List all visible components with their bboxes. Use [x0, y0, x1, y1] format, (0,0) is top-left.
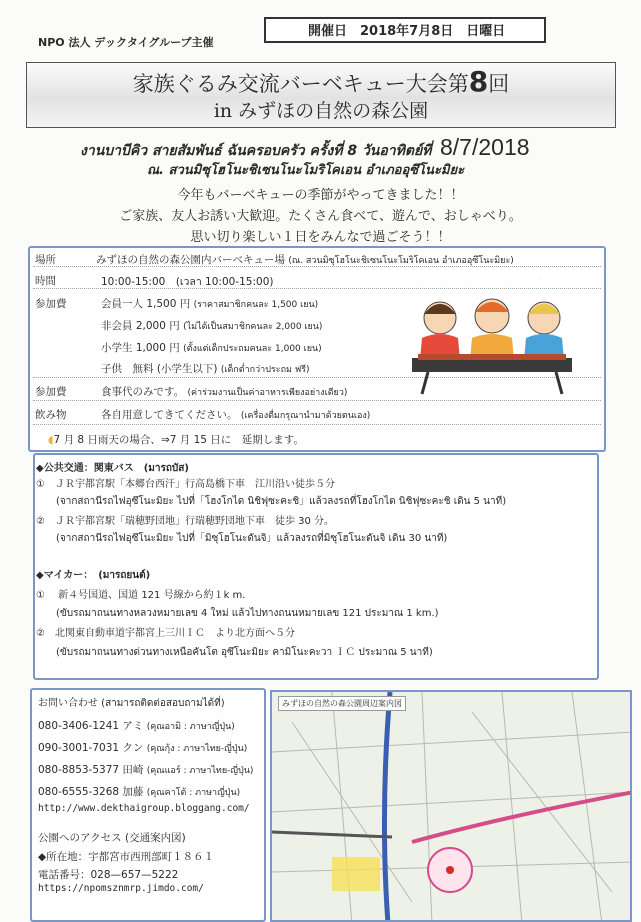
title-number: 8: [468, 65, 489, 98]
event-date-box: 開催日 2018年7月8日 日曜日: [264, 17, 546, 43]
place-value: [96, 252, 514, 267]
route-1-thai: (จากสถานีรถไฟอุซึโนะมิยะ ไปที่「โฮงโกได นิชิฟุซะคะชิ」แล้วลงรถที่โฮงโกได นิชิฟุซะคะชิ เดิน 5 นาที): [56, 496, 507, 507]
route-1: ① ＪＲ宇都宮駅「本郷台西汗」行高島橋下車 江川沿い徒歩５分: [36, 479, 335, 490]
bbq-illustration: [398, 268, 586, 396]
drink-value: 各自用意してきてください。 (เครื่องดื่มกรุณานำมาด้วยตนเอง): [101, 409, 371, 421]
access-heading: 公園へのアクセス (交通案内図): [38, 832, 186, 844]
thai-date: 8/7/2018: [440, 134, 530, 160]
intro-line-2: ご家族、友人お誘い大歓迎。たくさん食べて、遊んで、おしゃべり。: [119, 209, 522, 224]
time-value: [101, 273, 273, 290]
map-title: みずほの自然の森公園周辺案内図: [278, 696, 406, 711]
title-prefix: 家族ぐるみ交流バーベキュー大会第: [132, 72, 469, 96]
intro-line-3: 思い切り楽しい１日をみんなで過ごそう！！: [190, 230, 451, 245]
contact-ami: 080-3406-1241 アミ (คุณอามิ : ภาษาญี่ปุ่น): [38, 720, 235, 732]
access-map: [270, 690, 632, 922]
contact-kato: 080-6555-3268 加藤 (คุณคาโต้ : ภาษาญี่ปุ่น): [38, 786, 241, 798]
contact-heading: お問い合わせ (สามารถติดต่อสอบถามได้ที่): [38, 698, 225, 709]
intro-line-1: 今年もバーベキューの季節がやってきました！！: [177, 188, 464, 203]
car-route-1-thai: (ขับรถมาถนนทางหลวงหมายเลข 4 ใหม่ แล้วไปทางถนนหมายเลข 121 ประมาณ 1 km.): [56, 608, 439, 619]
contact-kun: 090-3001-7031 クン (คุณกุ้ง : ภาษาไทย-ญี่ปุ่น): [38, 742, 248, 754]
fee-member: 会員一人 1,500 円 (ราคาสมาชิกคนละ 1,500 เยน): [101, 298, 319, 310]
car-route-2-thai: (ขับรถมาถนนทางด่วนทางเหนือคันโต อุซึโนะมิยะ คามิโนะคะวา ＩＣ ประมาณ 5 นาที): [56, 647, 433, 658]
rain-notice: ◖7 月 8 日雨天の場合、⇒7 月 15 日に 延期します。: [48, 434, 304, 446]
place-thai: (ณ. สวนมิซุโฮโนะชิเซนโนะโมริโคเอน อำเภออุซึโนะมิยะ): [288, 256, 514, 266]
car-heading: ◆マイカー： (มารถยนต์): [36, 570, 151, 581]
time-jp: 10:00-15:00: [101, 276, 166, 288]
place-label: 場所: [35, 254, 56, 266]
fee-student: 小学生 1,000 円 (ตั้งแต่เด็กประถมคนละ 1,000 เยน): [101, 342, 322, 354]
drink-label: 飲み物: [35, 409, 67, 421]
contact-tasaki: 080-8853-5377 田崎 (คุณแอร์ : ภาษาไทย-ญี่ปุ่น): [38, 764, 254, 776]
title-line-2: in みずほの自然の森公園: [213, 100, 429, 122]
thai-venue: ณ. สวนมิซุโฮโนะชิเซนโนะโมริโคเอน อำเภออุซึโนะมิยะ: [147, 163, 465, 178]
time-label: 時間: [35, 275, 56, 287]
website-link[interactable]: http://www.dekthaigroup.bloggang.com/: [38, 803, 250, 814]
car-route-2: ② 北関東自動車道宇都宮上三川ＩＣ より北方面へ５分: [36, 628, 295, 639]
fee-child: 子供 無料 (小学生以下) (เด็กต่ำกว่าประถม ฟรี): [101, 363, 310, 375]
fee2-value: 食事代のみです。 (ค่าร่วมงานเป็นค่าอาหารเพียงอย่างเดียว): [101, 386, 348, 398]
car-route-1: ① 新４号国道、国道 121 号線から約１k m.: [36, 590, 246, 601]
public-transport-heading: ◆公共交通：関東バス (มารถบัส): [36, 463, 189, 474]
website-link-2[interactable]: https://npomsznmrp.jimdo.com/: [38, 883, 204, 894]
time-thai: (เวลา 10:00-15:00): [175, 276, 274, 288]
telephone: 電話番号：028—657—5222: [38, 869, 179, 881]
thai-title: งานบาบีคิว สายสัมพันธ์ ฉันครอบครัว ครั้งที่ 8 วันอาทิตย์ที่: [80, 143, 432, 159]
bbq-image: [398, 268, 586, 396]
title-box: [26, 62, 616, 128]
banner-text: みんなで楽しくバーベキュー: [413, 275, 571, 289]
address: ◆所在地：宇都宮市西刑部町１８６１: [38, 851, 215, 863]
title-line-1: [27, 65, 615, 98]
organizer: NPO 法人 デックタイグループ主催: [38, 36, 214, 49]
fee-nonmember: 非会員 2,000 円 (ไม่ได้เป็นสมาชิกคนละ 2,000 เยน): [101, 320, 323, 332]
sun-icon: ◖: [48, 434, 54, 446]
map-roads: [272, 692, 632, 922]
fee-label: 参加費: [35, 298, 67, 310]
title-suffix: 回: [488, 72, 510, 96]
place-jp: みずほの自然の森公園内バーベキュー場: [96, 254, 285, 266]
route-2-thai: (จากสถานีรถไฟอุซึโนะมิยะ ไปที่「มิซุโฮโนะดันจิ」แล้วลงรถที่มิซุโฮโนะดันจิ เดิน 30 นาที): [56, 533, 448, 544]
fee2-label: 参加費: [35, 386, 67, 398]
route-2: ② ＪＲ宇都宮駅「瑞穂野団地」行瑞穂野団地下車 徒歩 30 分。: [36, 516, 335, 527]
